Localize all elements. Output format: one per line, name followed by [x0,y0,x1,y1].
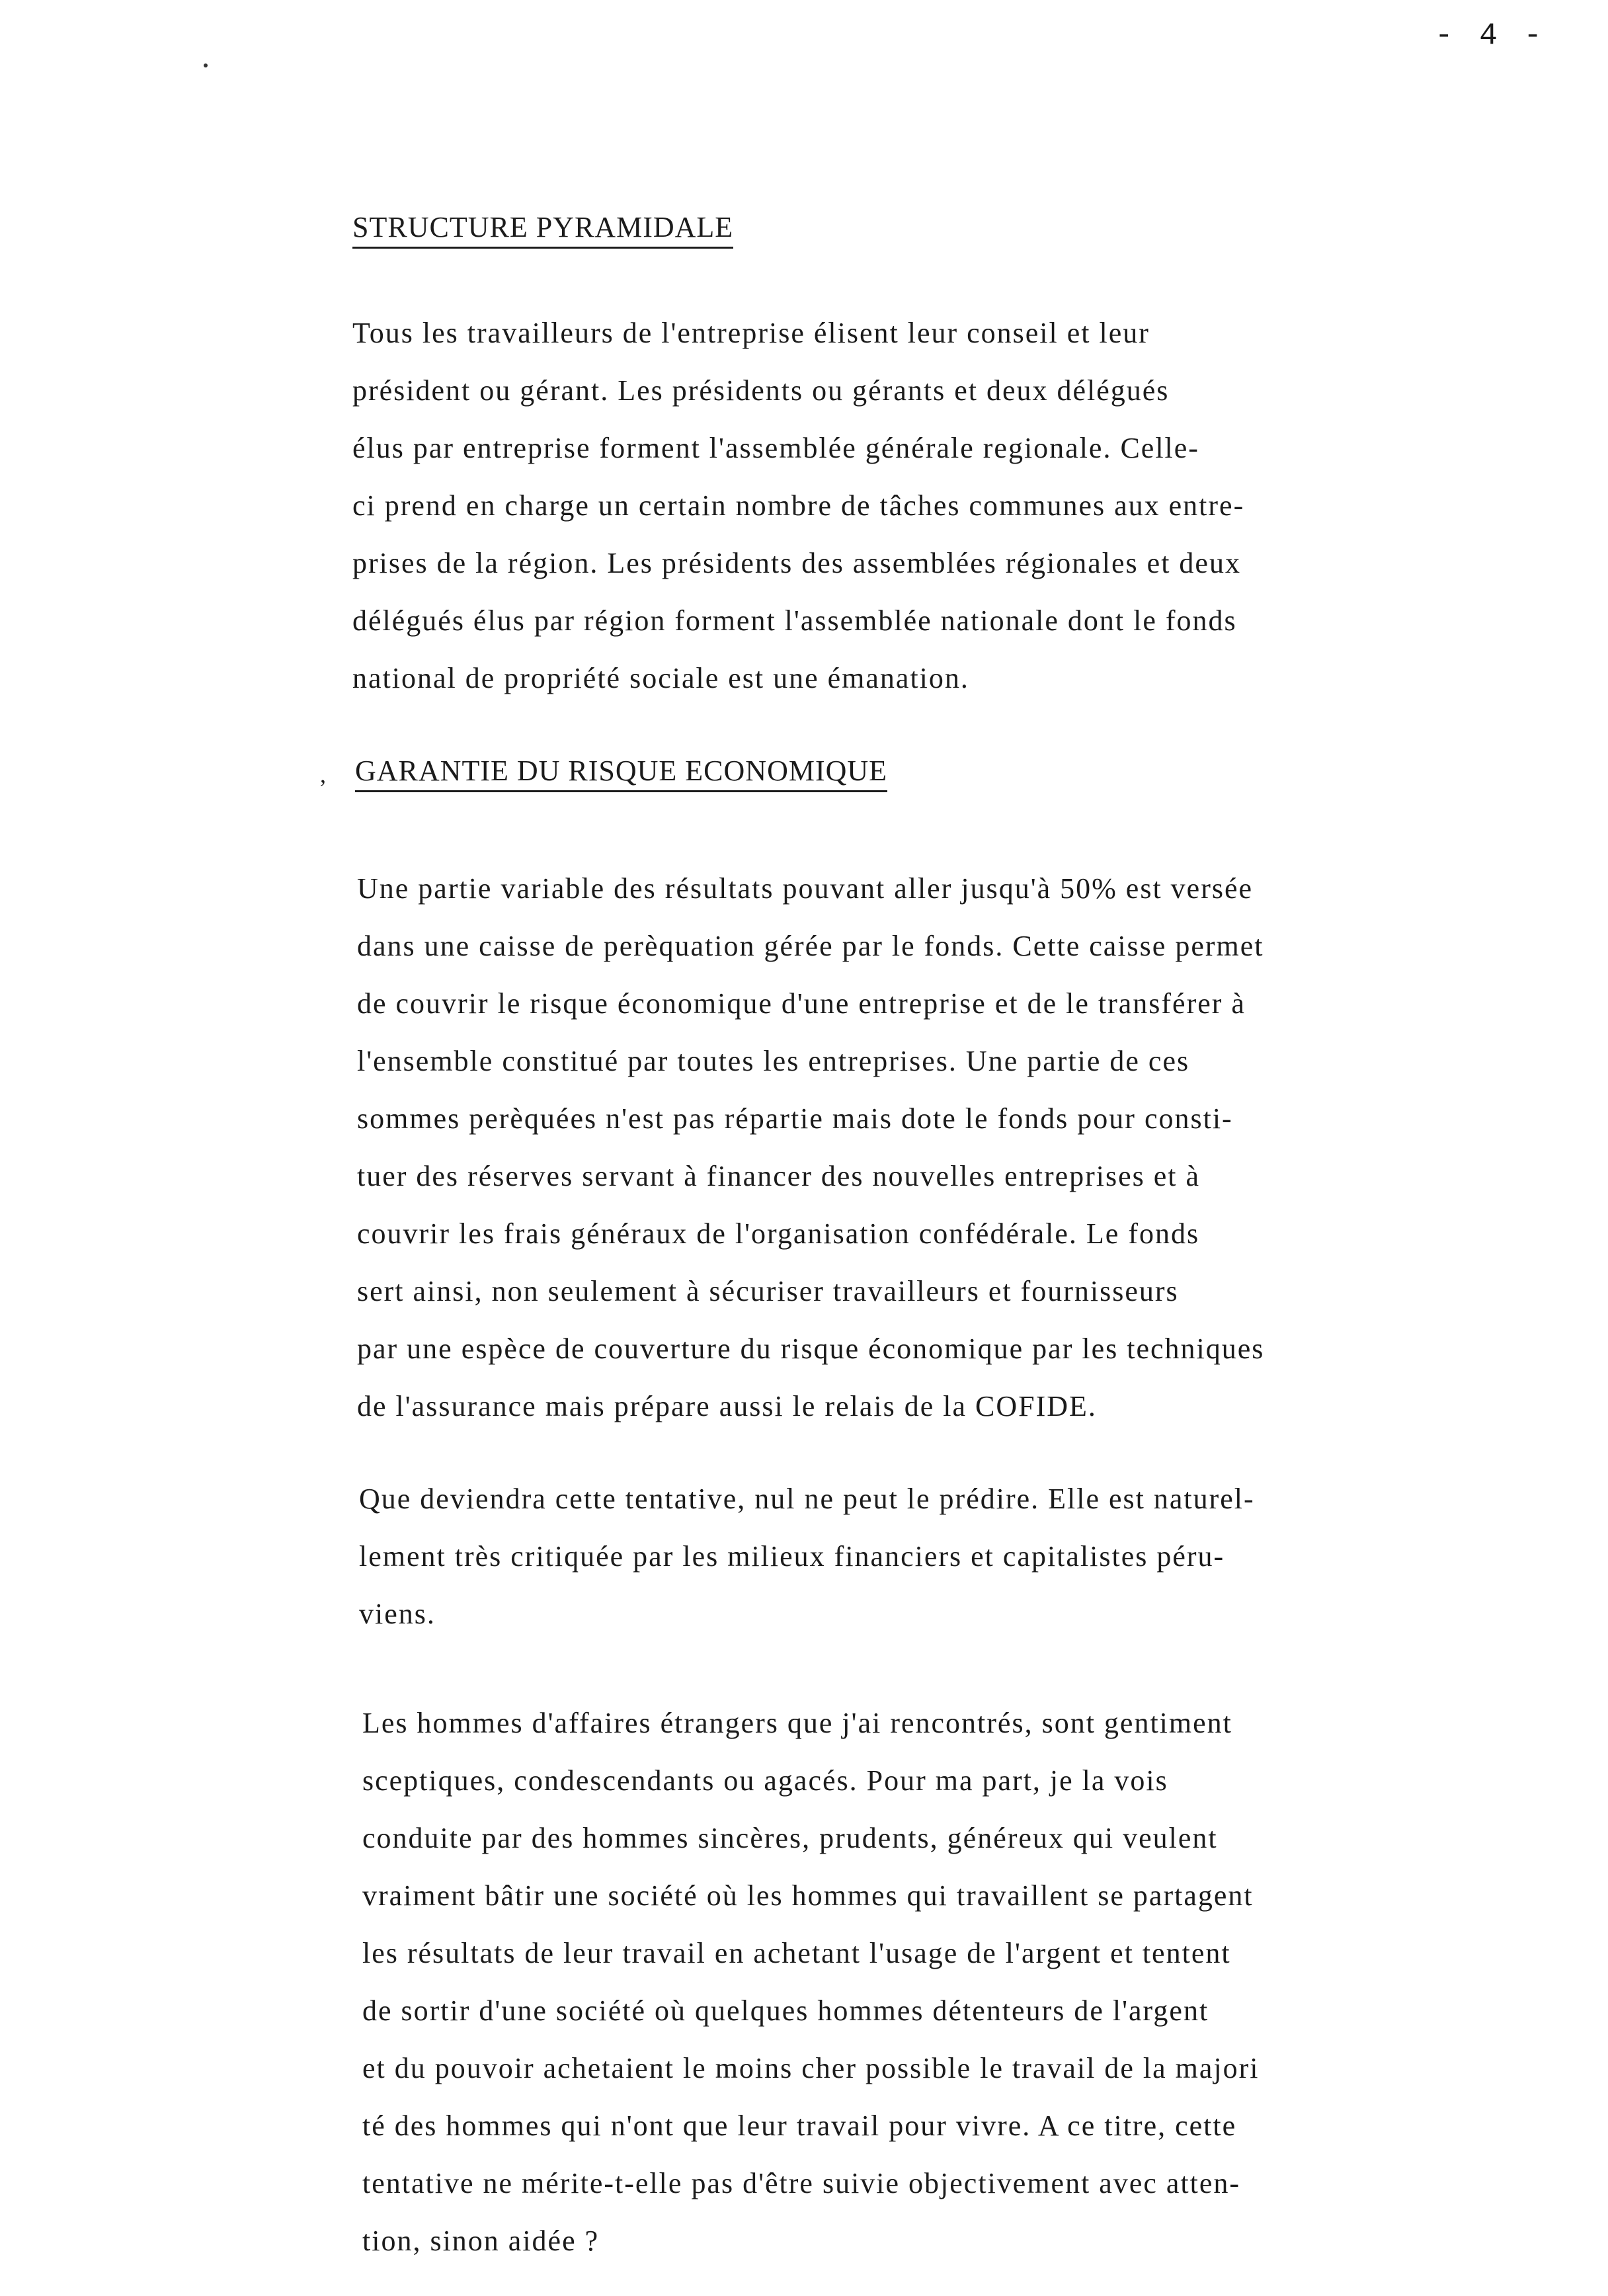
paragraph-garantie-3 [362,1694,1260,2270]
paragraph-line: tion, sinon aidée ? [362,2225,600,2257]
paragraph-line: tentative ne mérite-t-elle pas d'être suivie objectivement avec atten- [362,2167,1241,2199]
paragraph-line: dans une caisse de perèquation gérée par le fonds. Cette caisse permet [357,930,1264,962]
paragraph-line: lement très critiquée par les milieux financiers et capitalistes péru- [359,1540,1225,1573]
paragraph-line: délégués élus par région forment l'assemblée nationale dont le fonds [352,604,1237,637]
scan-speck [204,63,208,67]
paragraph-garantie-2 [359,1470,1255,1643]
margin-tick-mark: , [320,761,326,788]
paragraph-line: vraiment bâtir une société où les hommes qui travaillent se partagent [362,1879,1254,1912]
paragraph-garantie-1 [357,860,1264,1435]
paragraph-line: viens. [359,1598,436,1630]
paragraph-line: sommes perèquées n'est pas répartie mais dote le fonds pour consti- [357,1102,1233,1135]
paragraph-line: Que deviendra cette tentative, nul ne peut le prédire. Elle est naturel- [359,1483,1255,1515]
paragraph-line: et du pouvoir achetaient le moins cher possible le travail de la majori [362,2052,1260,2084]
paragraph-line: président ou gérant. Les présidents ou gérants et deux délégués [352,374,1170,407]
paragraph-line: national de propriété sociale est une émanation. [352,662,969,694]
paragraph-line: de couvrir le risque économique d'une entreprise et de le transférer à [357,987,1246,1020]
paragraph-line: sert ainsi, non seulement à sécuriser travailleurs et fournisseurs [357,1275,1179,1307]
section-heading-structure-pyramidale: STRUCTURE PYRAMIDALE [352,210,733,249]
paragraph-line: Une partie variable des résultats pouvant aller jusqu'à 50% est versée [357,872,1254,905]
paragraph-line: de l'assurance mais prépare aussi le relais de la COFIDE. [357,1390,1097,1422]
page-number: - 4 - [1435,19,1547,53]
paragraph-line: par une espèce de couverture du risque économique par les techniques [357,1332,1265,1365]
paragraph-line: élus par entreprise forment l'assemblée générale regionale. Celle- [352,432,1199,464]
paragraph-line: tuer des réserves servant à financer des nouvelles entreprises et à [357,1160,1201,1192]
paragraph-structure-pyramidale [352,304,1244,707]
paragraph-line: conduite par des hommes sincères, prudents, généreux qui veulent [362,1822,1218,1854]
paragraph-line: de sortir d'une société où quelques hommes détenteurs de l'argent [362,1994,1209,2027]
paragraph-line: Les hommes d'affaires étrangers que j'ai rencontrés, sont gentiment [362,1707,1232,1739]
paragraph-line: prises de la région. Les présidents des assemblées régionales et deux [352,547,1241,579]
paragraph-line: sceptiques, condescendants ou agacés. Pour ma part, je la vois [362,1764,1168,1797]
paragraph-line: Tous les travailleurs de l'entreprise élisent leur conseil et leur [352,317,1150,349]
paragraph-line: l'ensemble constitué par toutes les entreprises. Une partie de ces [357,1045,1190,1077]
section-heading-garantie-du-risque: GARANTIE DU RISQUE ECONOMIQUE [355,754,887,792]
paragraph-line: ci prend en charge un certain nombre de tâches communes aux entre- [352,489,1245,522]
paragraph-line: té des hommes qui n'ont que leur travail pour vivre. A ce titre, cette [362,2110,1237,2142]
paragraph-line: couvrir les frais généraux de l'organisation confédérale. Le fonds [357,1217,1200,1250]
paragraph-line: les résultats de leur travail en achetant l'usage de l'argent et tentent [362,1937,1231,1969]
